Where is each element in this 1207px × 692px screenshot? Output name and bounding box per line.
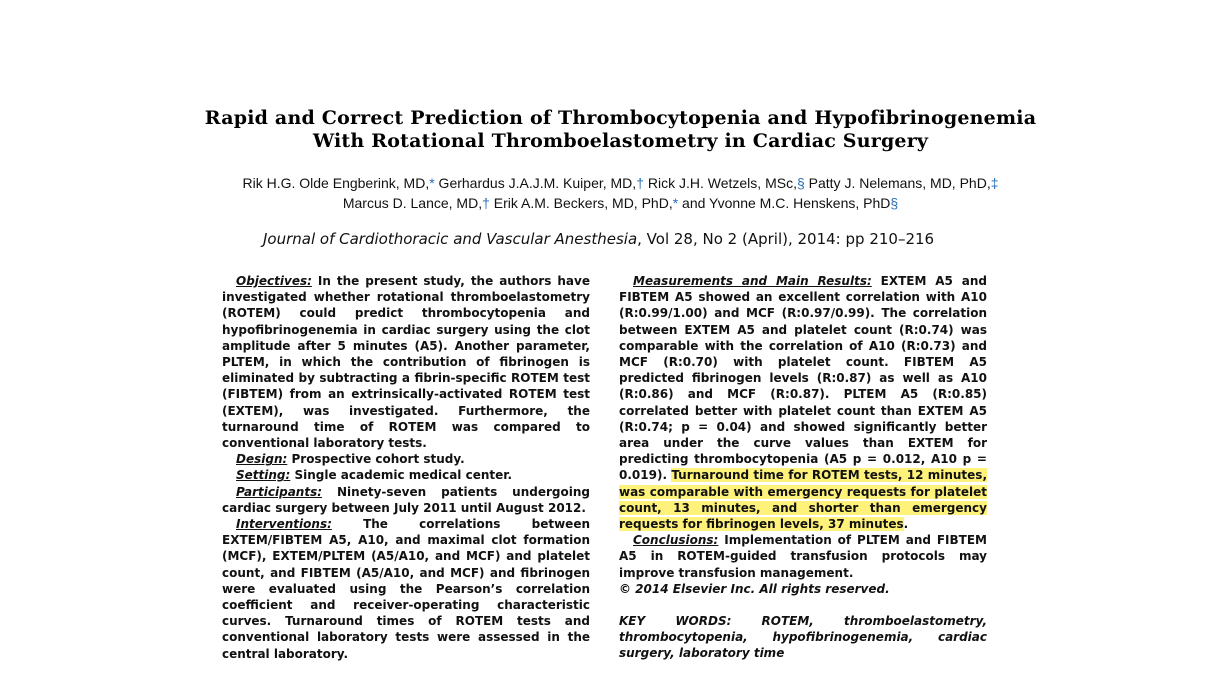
design-text: Prospective cohort study. — [287, 452, 465, 467]
abstract-right-column — [619, 273, 987, 662]
affiliation-mark: † — [482, 195, 490, 211]
conclusions-label: Conclusions: — [633, 533, 719, 548]
measurements-text: EXTEM A5 and FIBTEM A5 showed an excellent correlation with A10 (R:0.99/1.00) and MCF (R:0.97/0.99). The correlation between EXTEM A5 and platelet count (R:0.74) was comparable with the correlation of A10 (R:0.73) and MCF (R:0.70) with platelet count. FIBTEM A5 predicted fibrinogen levels (R:0.87) as well as A10 (R:0.86) and MCF (R:0.87). PLTEM A5 (R:0.85) correlated better with platelet count than EXTEM A5 (R:0.74; p = 0.04) and showed significantly better area under the curve values than EXTEM for predicting thrombocytopenia (A5 p = 0.012, A10 p = 0.019). — [619, 274, 987, 483]
title-line-1: Rapid and Correct Prediction of Thrombocytopenia and Hypofibrinogenemia — [204, 107, 1037, 129]
paper-title — [0, 107, 1207, 153]
participants-paragraph — [222, 484, 590, 516]
measurements-end: . — [903, 517, 909, 532]
journal-citation — [263, 229, 934, 249]
title-line-2: With Rotational Thromboelastometry in Cardiac Surgery — [312, 130, 929, 152]
highlighted-text: Turnaround time for ROTEM tests, 12 minutes, was comparable with emergency requests for platelet count, 13 minutes, and shorter than emergency requests for fibrinogen levels, 37 minutes — [619, 468, 987, 532]
setting-text: Single academic medical center. — [290, 468, 513, 483]
affiliation-mark: § — [796, 175, 805, 191]
journal-name: Journal of Cardiothoracic and Vascular Anesthesia — [263, 230, 638, 248]
conclusions-text: Implementation of PLTEM and FIBTEM A5 in ROTEM-guided transfusion protocols may improve transfusion management. — [619, 533, 987, 580]
abstract-left-column — [222, 273, 590, 662]
setting-paragraph — [222, 467, 590, 483]
affiliation-mark: † — [636, 175, 644, 191]
author-list — [0, 173, 1207, 213]
conclusions-paragraph — [619, 532, 987, 581]
affiliation-mark: * — [429, 175, 435, 191]
author-line-2 — [0, 193, 1207, 213]
affiliation-mark: ‡ — [990, 175, 999, 191]
affiliation-mark: § — [890, 195, 899, 211]
measurements-paragraph — [619, 273, 987, 532]
author-line-1 — [0, 173, 1207, 193]
author-4: Patty J. Nelemans, MD, PhD, — [804, 175, 991, 191]
measurements-label: Measurements and Main Results: — [633, 274, 872, 288]
author-7: and Yvonne M.C. Henskens, PhD — [678, 195, 891, 211]
objectives-paragraph — [222, 273, 590, 451]
objectives-label: Objectives: — [236, 274, 312, 288]
setting-label: Setting: — [236, 468, 291, 483]
journal-details: , Vol 28, No 2 (April), 2014: pp 210–216 — [637, 230, 935, 248]
interventions-paragraph — [222, 516, 590, 662]
author-2: Gerhardus J.A.J.M. Kuiper, MD, — [434, 175, 637, 191]
author-3: Rick J.H. Wetzels, MSc, — [643, 175, 797, 191]
author-5: Marcus D. Lance, MD, — [342, 195, 483, 211]
author-6: Erik A.M. Beckers, MD, PhD, — [489, 195, 673, 211]
design-label: Design: — [236, 452, 288, 467]
participants-label: Participants: — [236, 484, 323, 499]
affiliation-mark: * — [672, 195, 679, 211]
interventions-text: The correlations between EXTEM/FIBTEM A5, A10, and maximal clot formation (MCF), EXTEM/PLTEM (A5/A10, and MCF) and platelet count, and FIBTEM (A5/A10, and MCF) and fibrinogen were evaluated using the Pearson’s correlation coefficient and receiver-operating characteristic curves. Turnaround times of ROTEM tests and conventional laboratory tests were assessed in the central laboratory. — [222, 517, 590, 661]
design-paragraph — [222, 451, 590, 467]
keywords: KEY WORDS: ROTEM, thromboelastometry, thrombocytopenia, hypofibrinogenemia, cardiac surgery, laboratory time — [619, 614, 987, 661]
copyright-notice: © 2014 Elsevier Inc. All rights reserved. — [619, 581, 890, 596]
participants-text: Ninety-seven patients undergoing cardiac surgery between July 2011 until August 2012. — [222, 484, 590, 515]
objectives-text: In the present study, the authors have investigated whether rotational thromboelastometry (ROTEM) could predict thrombocytopenia and hypofibrinogenemia in cardiac surgery using the clot amplitude after 5 minutes (A5). Another parameter, PLTEM, in which the contribution of fibrinogen is eliminated by subtracting a fibrin-specific ROTEM test (FIBTEM) from an extrinsically-activated ROTEM test (EXTEM), was investigated. Furthermore, the turnaround time of ROTEM was compared to conventional laboratory tests. — [222, 274, 590, 451]
author-1: Rik H.G. Olde Engberink, MD, — [242, 175, 430, 191]
interventions-label: Interventions: — [236, 517, 332, 532]
